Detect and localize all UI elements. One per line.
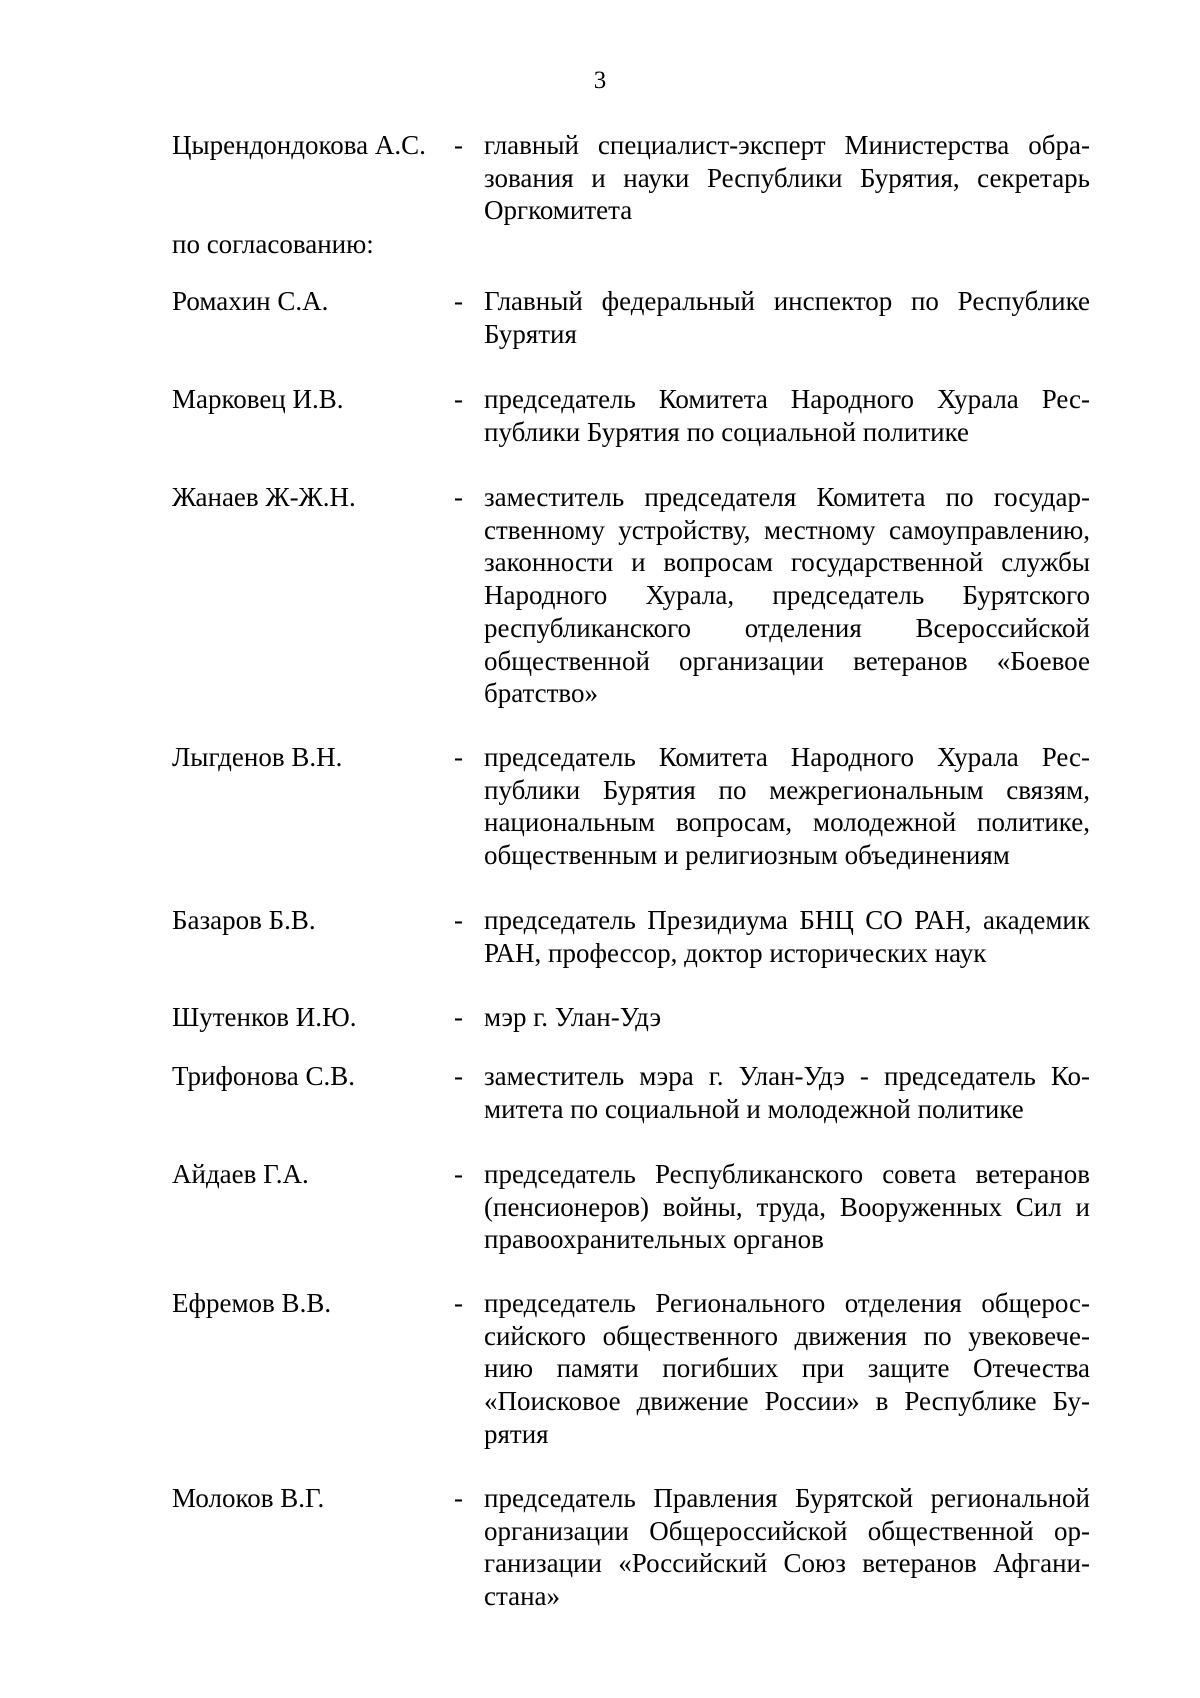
- page-number: 3: [593, 67, 607, 94]
- member-description: заместитель мэра г. Улан-Удэ - председатель Комитета по социальной и молодежной политике: [484, 1061, 1090, 1124]
- member-name: Айдаев Г.А.: [172, 1159, 309, 1189]
- separator-dash: -: [454, 1159, 463, 1189]
- member-description: Главный федеральный инспектор по Республике Бурятия: [484, 286, 1090, 349]
- member-entry: [172, 383, 1090, 448]
- separator-dash: -: [454, 1061, 463, 1091]
- separator-dash: -: [454, 905, 463, 935]
- agreement-label: по согласованию:: [172, 229, 374, 259]
- separator-dash: -: [454, 482, 463, 512]
- member-name: Цырендондокова А.С.: [172, 130, 426, 160]
- member-entry: [172, 481, 1090, 710]
- member-description: председатель Комитета Народного Хурала Республики Бурятия по социальной политике: [484, 384, 1090, 447]
- separator-dash: -: [454, 1002, 463, 1032]
- separator-dash: -: [454, 742, 463, 772]
- member-name: Шутенков И.Ю.: [172, 1002, 357, 1032]
- member-description: председатель Комитета Народного Хурала Республики Бурятия по межрегиональным связям, национальным вопросам, молодежной политике, общественным и религиозным объединениям: [484, 742, 1090, 871]
- member-entry: [172, 904, 1090, 969]
- member-description: заместитель председателя Комитета по государственному устройству, местному самоуправлению, законности и вопросам государственной службы Народного Хурала, председатель Бурятского республиканского отделения Всероссийской общественной организации ветеранов «Боевое братство»: [484, 482, 1090, 709]
- separator-dash: -: [454, 1288, 463, 1318]
- member-name: Базаров Б.В.: [172, 905, 316, 935]
- separator-dash: -: [454, 286, 463, 316]
- member-entry: [172, 129, 1090, 227]
- member-entry: [172, 1060, 1090, 1125]
- member-description: председатель Регионального отделения общероссийского общественного движения по увековечению памяти погибших при защите Отечества «Поисковое движение России» в Республике Бурятия: [484, 1288, 1090, 1449]
- member-description: председатель Республиканского совета ветеранов (пенсионеров) войны, труда, Вооруженных Сил и правоохранительных органов: [484, 1159, 1090, 1255]
- member-entry: [172, 1287, 1090, 1451]
- member-description: председатель Правления Бурятской региональной организации Общероссийской общественной организации «Российский Союз ветеранов Афганистана»: [484, 1483, 1090, 1612]
- member-entry: [172, 741, 1090, 872]
- separator-dash: -: [454, 130, 463, 160]
- member-description: главный специалист-эксперт Министерства образования и науки Республики Бурятия, секретарь Оргкомитета: [484, 130, 1090, 226]
- member-name: Трифонова С.В.: [172, 1061, 356, 1091]
- member-entry: [172, 285, 1090, 350]
- separator-dash: -: [454, 384, 463, 414]
- member-name: Марковец И.В.: [172, 384, 344, 414]
- member-name: Лыгденов В.Н.: [172, 742, 343, 772]
- member-entry: [172, 1158, 1090, 1256]
- member-name: Ромахин С.А.: [172, 286, 329, 316]
- member-name: Молоков В.Г.: [172, 1483, 325, 1513]
- member-entry: [172, 1001, 1090, 1034]
- member-name: Жанаев Ж-Ж.Н.: [172, 482, 356, 512]
- member-description: председатель Президиума БНЦ СО РАН, академик РАН, профессор, доктор исторических наук: [484, 905, 1090, 968]
- separator-dash: -: [454, 1483, 463, 1513]
- member-name: Ефремов В.В.: [172, 1288, 332, 1318]
- member-entry: [172, 1482, 1090, 1613]
- member-description: мэр г. Улан-Удэ: [484, 1002, 662, 1032]
